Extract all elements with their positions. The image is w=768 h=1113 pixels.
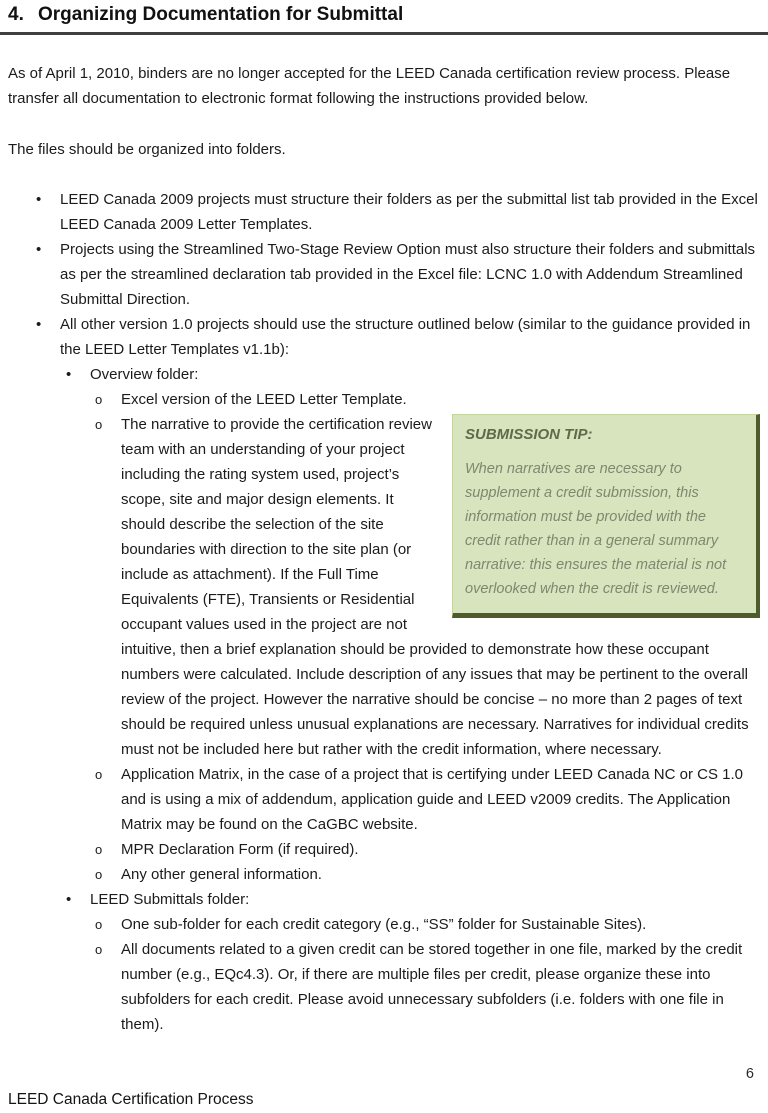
submission-tip-box [452,414,760,618]
intro-paragraph: As of April 1, 2010, binders are no longer accepted for the LEED Canada certification review process. Please transfer all documentation to electronic format following the instructions provided below. [8,65,731,107]
list-item-text: All documents related to a given credit can be stored together in one file, marked by the credit number (e.g., EQc4.3). Or, if there are multiple files per credit, please organize these into subfolders for each credit. Please avoid unnecessary subfolders (i.e. folders with one file in them). [121,941,743,1033]
page-number: 6 [745,1066,754,1082]
title-rule [0,32,768,35]
bullet-circle-icon: o [95,392,103,407]
list-item [8,937,760,1037]
list-item [8,237,760,312]
list-item-text: LEED Submittals folder: [90,891,250,908]
tip-box-body: When narratives are necessary to supplement a credit submission, this information must be provided with the credit rather than in a general summary narrative: this ensures the material is not overlooked when the credit is reviewed. [465,461,727,597]
list-item [8,387,760,412]
bullet-disc-icon: • [66,366,72,383]
list-item [8,312,760,362]
list-item-submittals-folder [8,887,760,912]
bullet-list [8,187,760,1037]
list-item-text: Any other general information. [121,866,322,883]
bullet-disc-icon: • [66,891,72,908]
bullet-circle-icon: o [95,417,103,432]
list-item-overview-folder [8,362,760,387]
list-item-text: All other version 1.0 projects should use the structure outlined below (similar to the guidance provided in the LEED Letter Templates v1.1b): [60,316,751,358]
list-item-narrative [8,412,760,762]
bullet-disc-icon: • [36,191,42,208]
list-item [8,187,760,237]
list-item-text [121,412,760,762]
footer-document-title: LEED Canada Certification Process [8,1091,254,1108]
section-number: 4. [8,4,24,25]
bullet-disc-icon: • [36,241,42,258]
list-item-text: MPR Declaration Form (if required). [121,841,359,858]
folders-paragraph: The files should be organized into folders. [8,141,286,158]
bullet-circle-icon: o [95,867,103,882]
narrative-text: The narrative to provide the certification review team with an understanding of your project including the rating system used, project’s scope, site and major design elements. It should describe the selection of the site boundaries with direction to the site plan (or include as attachment). If the Full Time Equivalents (FTE), Transients or Residential occupant values used in the project are not intuitive, then a brief explanation should be provided to demonstrate how these occupant numbers were calculated. Include description of any issues that may be pertinent to the overall review of the project. However the narrative should be concise – no more than 2 pages of text should be required unless unusual explanations are necessary. Narratives for individual credits must not be included here but rather with the credit information, where necessary. [121,416,749,758]
list-item-text: One sub-folder for each credit category (e.g., “SS” folder for Sustainable Sites). [121,916,647,933]
bullet-circle-icon: o [95,917,103,932]
bullet-circle-icon: o [95,842,103,857]
page-title [8,0,760,27]
list-item [8,912,760,937]
list-item [8,762,760,837]
list-item-text: Overview folder: [90,366,199,383]
bullet-circle-icon: o [95,767,103,782]
bullet-circle-icon: o [95,942,103,957]
tip-box-heading: SUBMISSION TIP: [465,426,593,443]
list-item-text: Projects using the Streamlined Two-Stage Review Option must also structure their folders and submittals as per the streamlined declaration tab provided in the Excel file: LCNC 1.0 with Addendum Streamlined Submittal Direction. [60,241,756,308]
list-item-text: LEED Canada 2009 projects must structure their folders as per the submittal list tab provided in the Excel LEED Canada 2009 Letter Templates. [60,191,758,233]
section-title-text: Organizing Documentation for Submittal [38,4,404,25]
list-item [8,837,760,862]
list-item [8,862,760,887]
list-item-text: Application Matrix, in the case of a project that is certifying under LEED Canada NC or CS 1.0 and is using a mix of addendum, application guide and LEED v2009 credits. The Application Matrix may be found on the CaGBC website. [121,766,743,833]
list-item-text: Excel version of the LEED Letter Template. [121,391,407,408]
bullet-disc-icon: • [36,316,42,333]
